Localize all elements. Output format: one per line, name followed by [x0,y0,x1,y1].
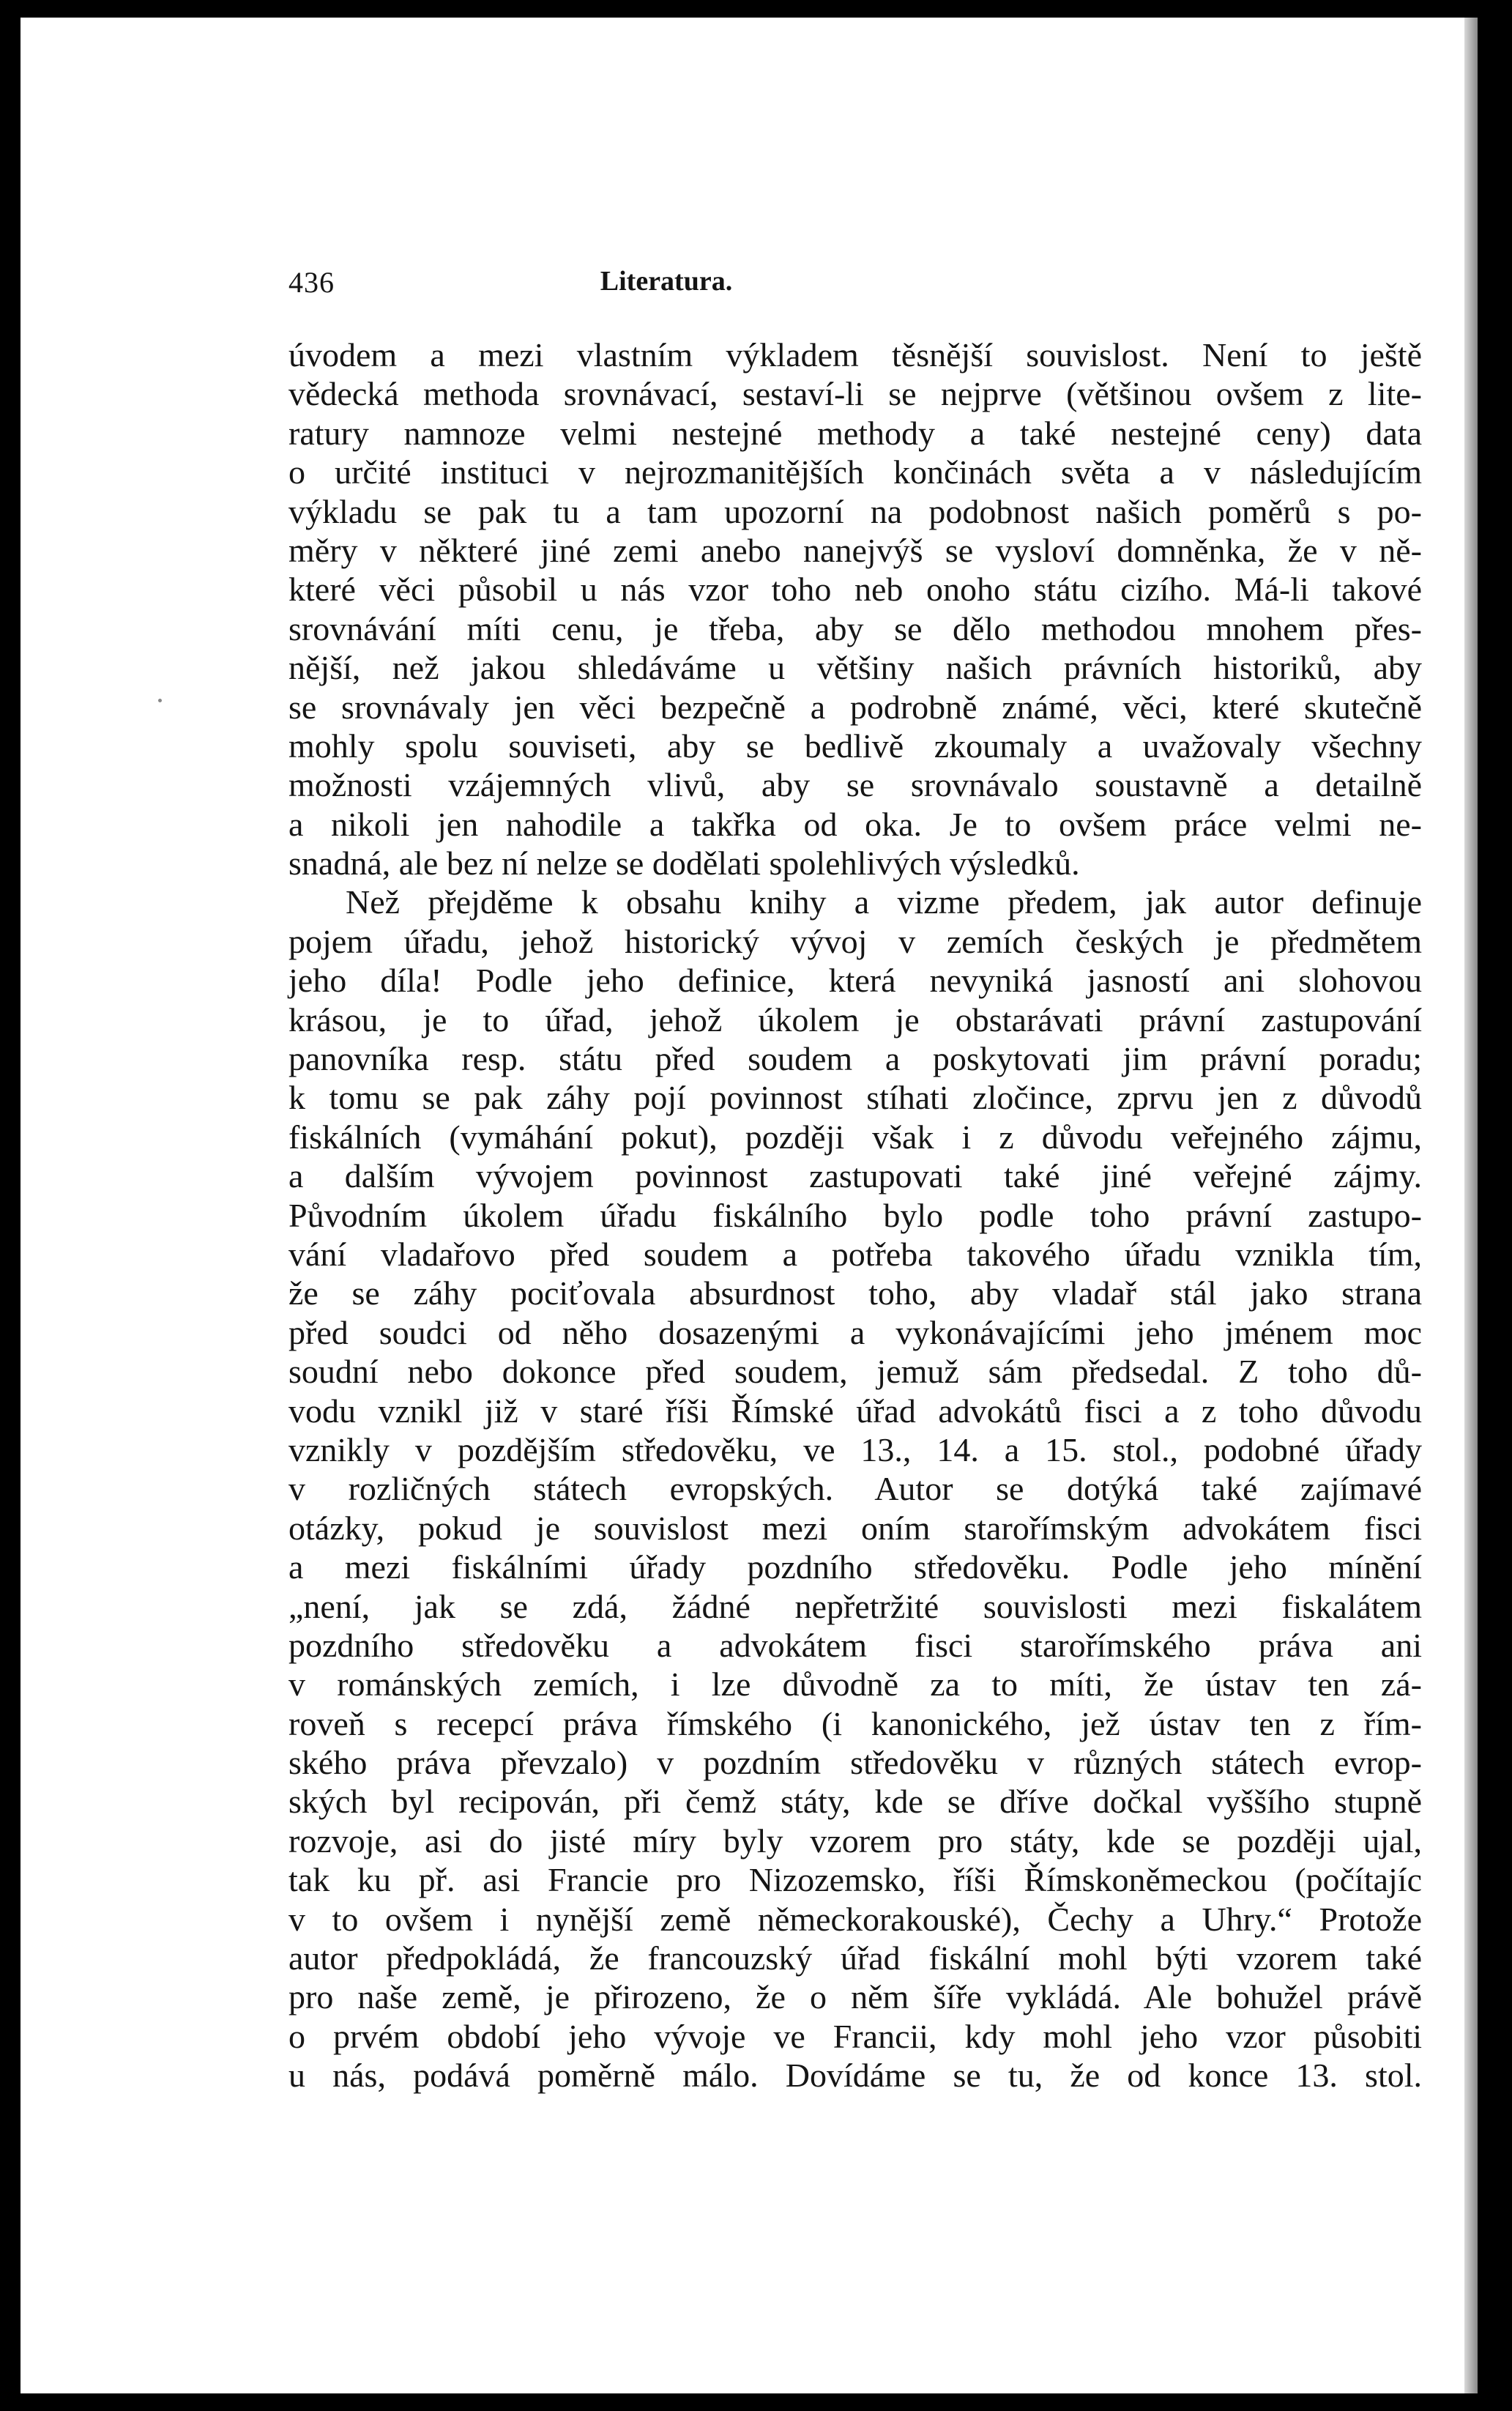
text-line: měry v některé jiné zemi anebo nanejvýš se vysloví domněnka, že v ně- [288,531,1422,569]
text-line: pojem úřadu, jehož historický vývoj v zemích českých je předmětem [288,922,1422,960]
text-line: mohly spolu souviseti, aby se bedlivě zkoumaly a uvažovaly všechny [288,727,1422,765]
text-line: panovníka resp. státu před soudem a poskytovati jim právní poradu; [288,1040,1422,1078]
text-line: v rozličných státech evropských. Autor se dotýká také zajímavé [288,1470,1422,1508]
text-line: u nás, podává poměrně málo. Dovídáme se tu, že od konce 13. stol. [288,2057,1422,2095]
page-edge-shadow [1464,18,1478,2393]
text-line: možnosti vzájemných vlivů, aby se srovnávalo soustavně a detailně [288,766,1422,804]
text-line: před soudci od něho dosazenými a vykonávajícími jeho jménem moc [288,1313,1422,1351]
text-line: výkladu se pak tu a tam upozorní na podobnost našich poměrů s po- [288,492,1422,530]
text-line: krásou, je to úřad, jehož úkolem je obstarávati právní zastupování [288,1000,1422,1039]
text-line: o určité instituci v nejrozmanitějších končinách světa a v následujícím [288,453,1422,491]
text-line: vědecká methoda srovnávací, sestaví-li se nejprve (většinou ovšem z lite- [288,375,1422,413]
text-line: „není, jak se zdá, žádné nepřetržité souvislosti mezi fiskalátem [288,1587,1422,1625]
text-line: k tomu se pak záhy pojí povinnost stíhati zločince, zprvu jen z důvodů [288,1079,1422,1117]
text-line: soudní nebo dokonce před soudem, jemuž sám předsedal. Z toho dů- [288,1353,1422,1391]
running-head: Literatura. [600,266,733,297]
text-line: snadná, ale bez ní nelze se dodělati spolehlivých výsledků. [288,844,1080,883]
page-header [288,265,986,302]
text-line: že se záhy pociťovala absurdnost toho, aby vladař stál jako strana [288,1274,1422,1312]
text-line: v románských zemích, i lze důvodně za to míti, že ústav ten zá- [288,1665,1422,1704]
text-line: Než přejděme k obsahu knihy a vizme předem, jak autor definuje [346,883,1422,921]
text-line: otázky, pokud je souvislost mezi oním starořímským advokátem fisci [288,1509,1422,1547]
text-line: které věci působil u nás vzor toho neb onoho státu cizího. Má-li takové [288,571,1422,609]
text-line: fiskálních (vymáhání pokut), později však i z důvodu veřejného zájmu, [288,1118,1422,1156]
text-line: tak ku př. asi Francie pro Nizozemsko, říši Římskoněmeckou (počítajíc [288,1861,1422,1899]
text-line: ratury namnoze velmi nestejné methody a také nestejné ceny) data [288,414,1422,452]
text-line: o prvém období jeho vývoje ve Francii, kdy mohl jeho vzor působiti [288,2017,1422,2055]
text-line: vznikly v pozdějším středověku, ve 13., 14. a 15. stol., podobné úřady [288,1430,1422,1468]
text-line: Původním úkolem úřadu fiskálního bylo podle toho právní zastupo- [288,1196,1422,1234]
text-line: vání vladařovo před soudem a potřeba takového úřadu vznikla tím, [288,1235,1422,1273]
body-text [288,335,1422,2095]
text-line: úvodem a mezi vlastním výkladem těsnější souvislost. Není to ještě [288,336,1422,374]
text-line: jeho díla! Podle jeho definice, která nevyniká jasností ani slohovou [288,962,1422,1000]
text-line: a mezi fiskálními úřady pozdního středověku. Podle jeho mínění [288,1548,1422,1586]
text-line: v to ovšem i nynější země německorakouské), Čechy a Uhry.“ Protože [288,1900,1422,1938]
text-line: rozvoje, asi do jisté míry byly vzorem pro státy, kde se později ujal, [288,1821,1422,1860]
text-line: roveň s recepcí práva římského (i kanonického, jež ústav ten z řím- [288,1704,1422,1742]
text-line: srovnávání míti cenu, je třeba, aby se dělo methodou mnohem přes- [288,609,1422,647]
text-line: a nikoli jen nahodile a takřka od oka. Je to ovšem práce velmi ne- [288,805,1422,843]
text-line: ského práva převzalo) v pozdním středověku v různých státech evrop- [288,1744,1422,1782]
text-line: se srovnávaly jen věci bezpečně a podrobně známé, věci, které skutečně [288,688,1422,726]
text-line: vodu vznikl již v staré říši Římské úřad advokátů fisci a z toho důvodu [288,1392,1422,1430]
text-line: autor předpokládá, že francouzský úřad fiskální mohl býti vzorem také [288,1939,1422,1977]
scanned-page [21,18,1478,2393]
text-line: pro naše země, je přirozeno, že o něm šíře vykládá. Ale bohužel právě [288,1978,1422,2016]
text-line: a dalším vývojem povinnost zastupovati také jiné veřejné zájmy. [288,1157,1422,1195]
text-line: ských byl recipován, při čemž státy, kde se dříve dočkal vyššího stupně [288,1783,1422,1821]
text-line: nější, než jakou shledáváme u většiny našich právních historiků, aby [288,649,1422,687]
page-number: 436 [288,266,335,299]
text-line: pozdního středověku a advokátem fisci starořímského práva ani [288,1626,1422,1664]
scan-speck [158,699,162,702]
